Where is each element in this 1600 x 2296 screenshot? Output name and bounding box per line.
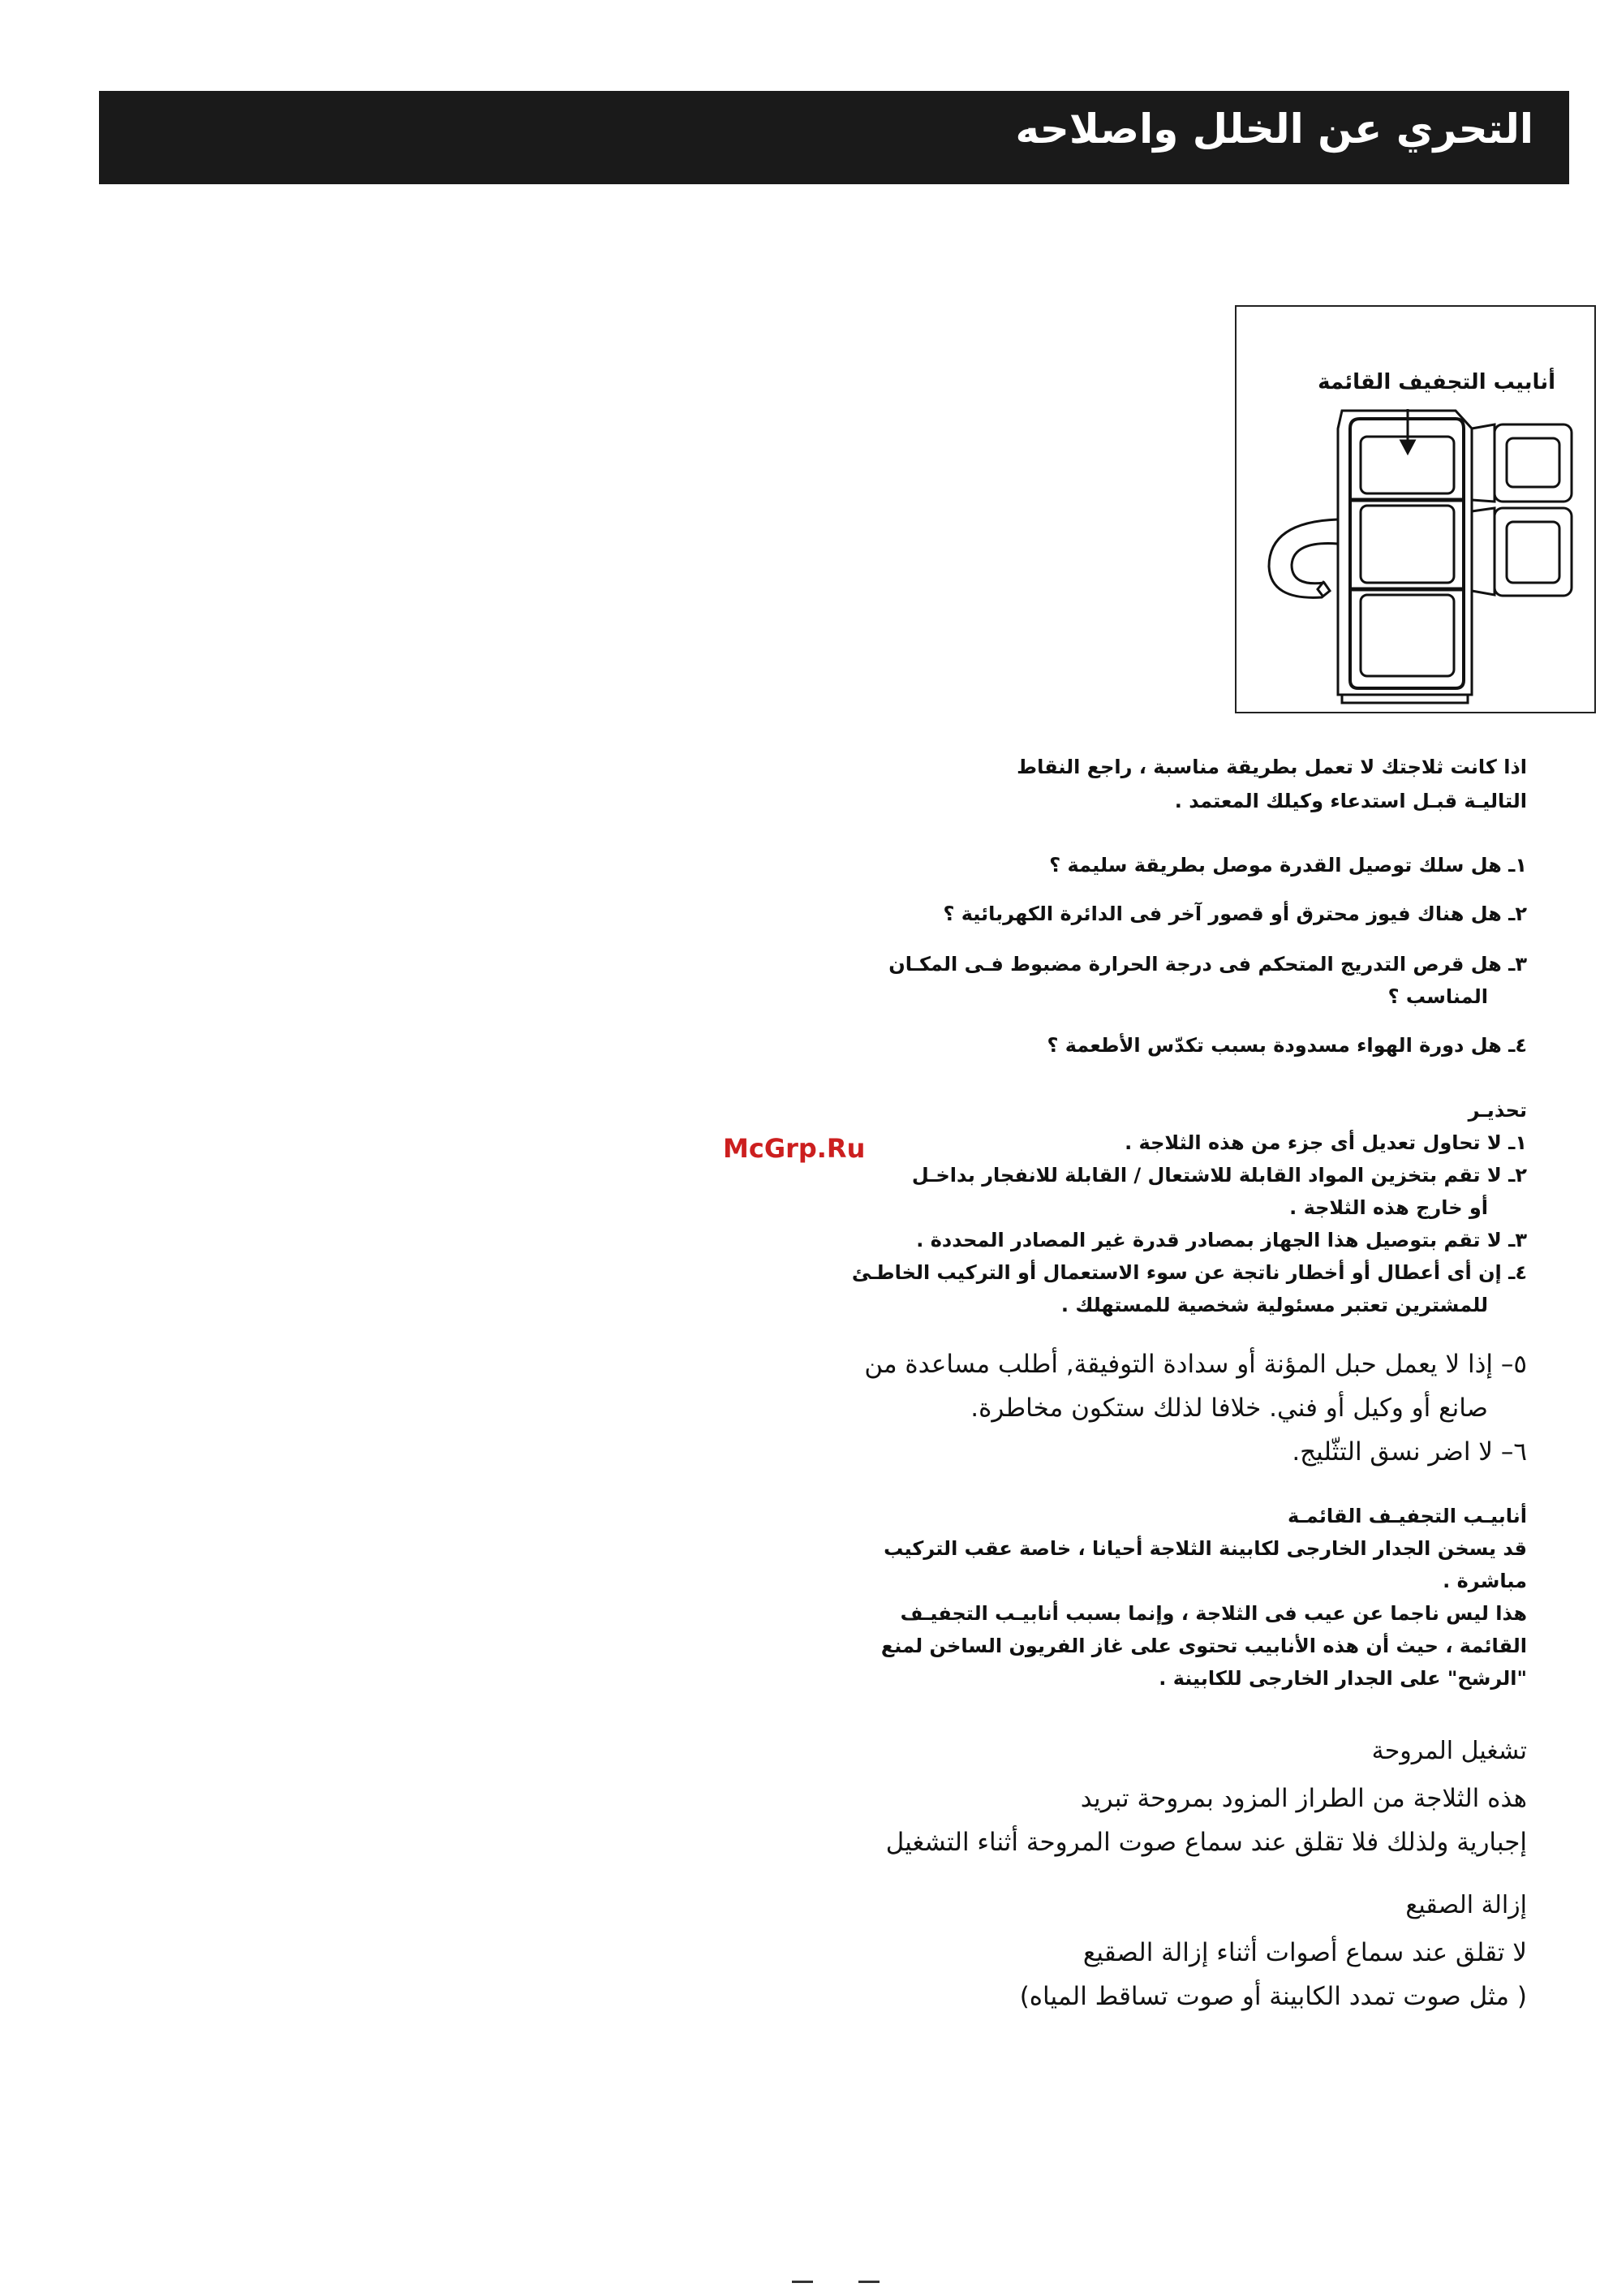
check-item: ٣ـ هل قرص التدريج المتحكم فى درجة الحرارة مضبوط فـى المكـان <box>888 953 1527 976</box>
defrost-line: لا تقلق عند سماع أصوات أثناء إزالة الصقيع <box>1082 1938 1527 1967</box>
pipes-line: قد يسخن الجدار الخارجى لكابينة الثلاجة أحيانا ، خاصة عقب التركيب <box>884 1537 1527 1560</box>
warning-item-6: ٦– لا اضر نسق التثّليج. <box>1292 1437 1527 1467</box>
fan-line: هذه الثلاجة من الطراز المزود بمروحة تبريد <box>1080 1784 1527 1813</box>
warning-item-continued: أو خارج هذه الثلاجة . <box>1289 1196 1488 1219</box>
warning-title: تحذيـر <box>1468 1099 1527 1122</box>
fan-title: تشغيل المروحة <box>1371 1737 1527 1765</box>
warning-item: ٣ـ لا تقم بتوصيل هذا الجهاز بمصادر قدرة غير المصادر المحددة . <box>916 1229 1527 1251</box>
check-list <box>1049 849 1527 881</box>
pipes-section <box>881 1500 1527 1695</box>
pipes-line: القائمة ، حيث أن هذه الأنابيب تحتوى على غاز الفريون الساخن لمنع <box>880 1635 1527 1657</box>
intro-line: اذا كانت ثلاجتك لا تعمل بطريقة مناسبة ، راجع النقاط <box>1017 756 1527 778</box>
defrost-section <box>1020 1891 1527 2018</box>
warning-section <box>852 1094 1527 1321</box>
defrost-title: إزالة الصقيع <box>1405 1891 1527 1919</box>
refrigerator-diagram <box>1235 305 1596 713</box>
pipes-title: أنابيـب التجفيـف القائمـة <box>1288 1505 1527 1527</box>
refrigerator-illustration-icon <box>1237 307 1598 715</box>
warning-item-continued: للمشترين تعتبر مسئولية شخصية للمستهلك . <box>1060 1294 1488 1316</box>
warning-item: ٢ـ لا تقم بتخزين المواد القابلة للاشتعال / القابلة للانفجار بداخـل <box>911 1164 1527 1187</box>
check-list-4 <box>1047 1029 1527 1062</box>
warning-item: ٤ـ إن أى أعطال أو أخطار ناتجة عن سوء الاستعمال أو التركيب الخاطـئ <box>851 1261 1527 1284</box>
pipes-line: "الرشح" على الجدار الخارجى للكابينة . <box>1159 1667 1527 1690</box>
warning-extra <box>864 1342 1527 1474</box>
watermark-link[interactable]: McGrp.Ru <box>723 1133 866 1164</box>
pipes-line: هذا ليس ناجما عن عيب فى الثلاجة ، وإنما بسبب أنابيـب التجفيـف <box>900 1602 1527 1625</box>
check-list-2 <box>943 898 1527 930</box>
fan-section <box>886 1737 1527 1864</box>
check-item: ١ـ هل سلك توصيل القدرة موصل بطريقة سليمة ؟ <box>1049 854 1527 877</box>
intro-text <box>1017 750 1527 818</box>
check-item: ٤ـ هل دورة الهواء مسدودة بسبب تكدّس الأطعمة ؟ <box>1047 1034 1527 1057</box>
fan-line: إجبارية ولذلك فلا تقلق عند سماع صوت المروحة أثناء التشغيل <box>885 1828 1527 1857</box>
page-number-dash <box>858 2281 880 2283</box>
warning-item-5: ٥– إذا لا يعمل حبل المؤنة أو سدادة التوفيقة, أطلب مساعدة من <box>864 1350 1527 1379</box>
check-item-continued: المناسب ؟ <box>1387 985 1488 1008</box>
page-header <box>99 91 1569 184</box>
pipes-line: مباشرة . <box>1443 1570 1527 1592</box>
diagram-label: أنابيب التجفيف القائمة <box>1318 370 1555 394</box>
check-list-3 <box>888 948 1527 1013</box>
warning-item-5-continued: صانع أو وكيل أو فني. خلافا لذلك ستكون مخاطرة. <box>970 1394 1488 1423</box>
page-title: التحري عن الخلل واصلاحه <box>1015 106 1533 153</box>
warning-item: ١ـ لا تحاول تعديل أى جزء من هذه الثلاجة . <box>1125 1131 1527 1154</box>
intro-line: التاليـة قبـل استدعاء وكيلك المعتمد . <box>1174 790 1527 812</box>
page-number-dash <box>792 2281 813 2283</box>
defrost-line: ( مثل صوت تمدد الكابينة أو صوت تساقط المياه) <box>1019 1982 1527 2011</box>
check-item: ٢ـ هل هناك فيوز محترق أو قصور آخر فى الدائرة الكهربائية ؟ <box>943 902 1527 925</box>
